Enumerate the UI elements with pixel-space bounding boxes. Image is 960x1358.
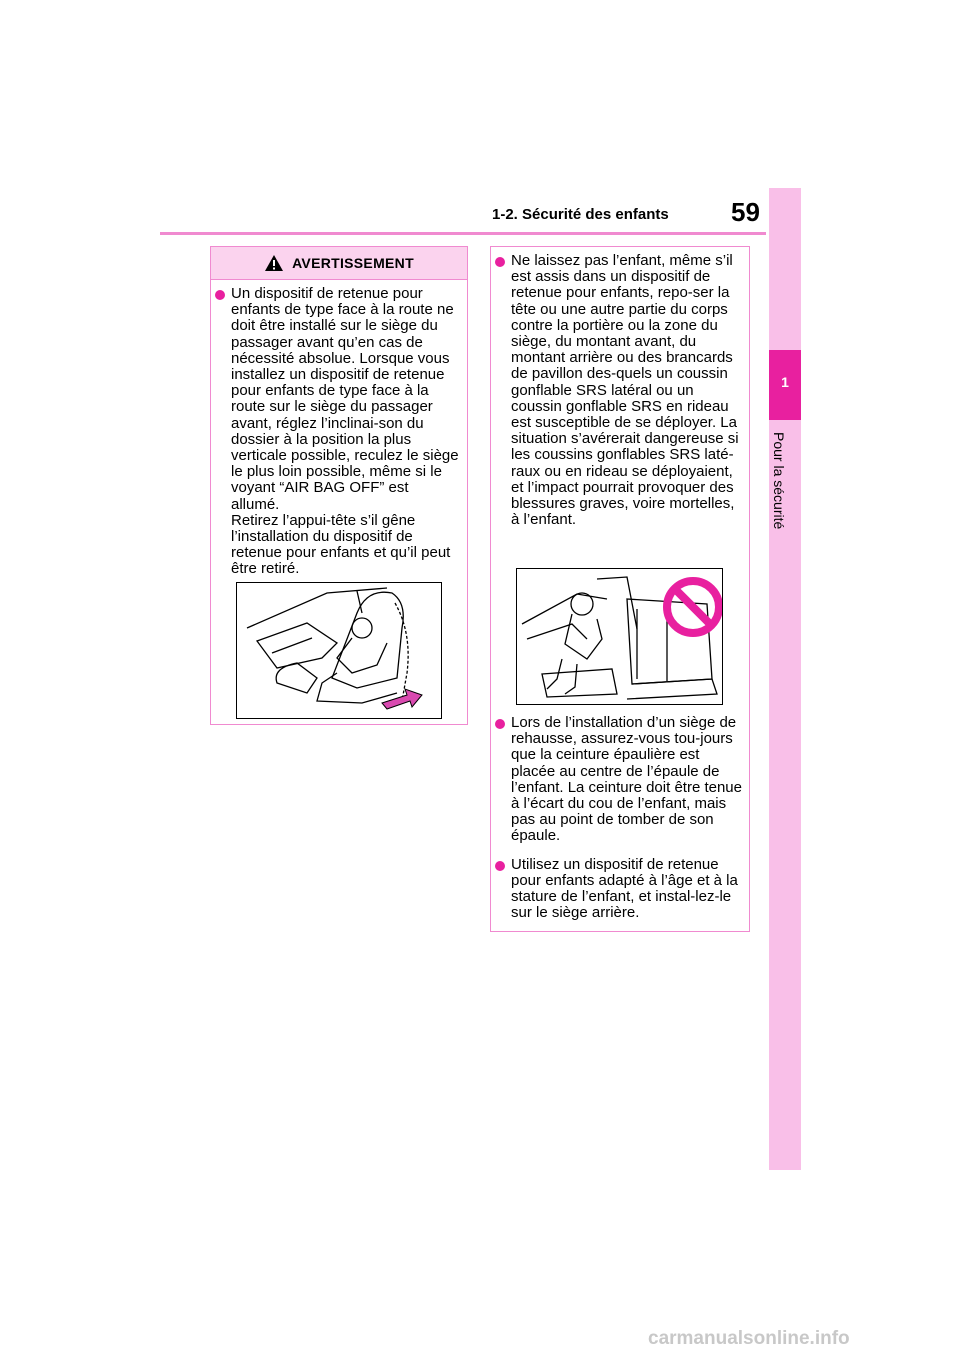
page-number: 59 — [731, 197, 760, 227]
bullet-icon — [495, 257, 505, 267]
bullet-1-text: Ne laissez pas l’enfant, même s’il est assis dans un dispositif de retenue pour enfants, repo-ser la tête ou une autre partie du corps contre la portière ou la zone du siège, du montant avant, du montant arrière ou des brancards de pavillon des-quels un coussin gonflable SRS latéral ou un coussin gonflable SRS en rideau est susceptible de se déployer. La situation s’avérerait dangereuse si les coussins gonflables SRS laté-raux ou en rideau se déployaient, et l’impact pourrait provoquer des blessures graves, voire mortelles, à l’enfant. — [511, 252, 739, 529]
child-seat-illustration — [237, 583, 441, 718]
warning-title: AVERTISSEMENT — [292, 255, 414, 271]
warning-paragraph — [215, 286, 461, 578]
footer-watermark: carmanualsonline.info — [648, 1328, 850, 1349]
side-tab-label: Pour la sécurité — [771, 432, 787, 530]
header-title: 1-2. Sécurité des enfants — [492, 206, 669, 223]
bullet-2-text: Lors de l’installation d’un siège de rehausse, assurez-vous tou-jours que la ceinture épaulière est placée au centre de l’épaule de l’enfant. La ceinture doit être tenue à l’écart du cou de l’enfant, mais pas au point de tomber de son épaule. — [511, 714, 742, 845]
bullet-3 — [495, 857, 743, 922]
warning-text-2: Retirez l’appui-tête s’il gêne l’installation du dispositif de retenue pour enfants et qu’il peut être retiré. — [231, 511, 451, 578]
warning-icon — [264, 254, 284, 272]
header-rule — [160, 232, 766, 235]
bullet-2 — [495, 715, 743, 845]
side-tab-number: 1 — [781, 374, 789, 390]
warning-text: Un dispositif de retenue pour enfants de type face à la route ne doit être installé sur le siège du passager avant qu’en cas de nécessité absolue. Lorsque vous installez un dispositif de retenue pour enfants de type face à la route sur le siège du passager avant, réglez l’inclinai-son du dossier à la position la plus verticale possible, reculez le siège le plus loin possible, même si le voyant “AIR BAG OFF” est allumé. — [231, 285, 459, 513]
side-tab — [769, 188, 801, 1170]
bullet-3-text: Utilisez un dispositif de retenue pour enfants adapté à l’âge et à la stature de l’enfant, et instal-lez-le sur le siège arrière. — [511, 855, 738, 922]
figure-child-leaning — [516, 568, 723, 705]
bullet-icon — [495, 719, 505, 729]
figure-child-seat-front — [236, 582, 442, 719]
bullet-icon — [495, 861, 505, 871]
bullet-1 — [495, 253, 743, 528]
warning-box-header — [211, 247, 467, 280]
bullet-icon — [215, 290, 225, 300]
child-leaning-illustration — [517, 569, 722, 704]
